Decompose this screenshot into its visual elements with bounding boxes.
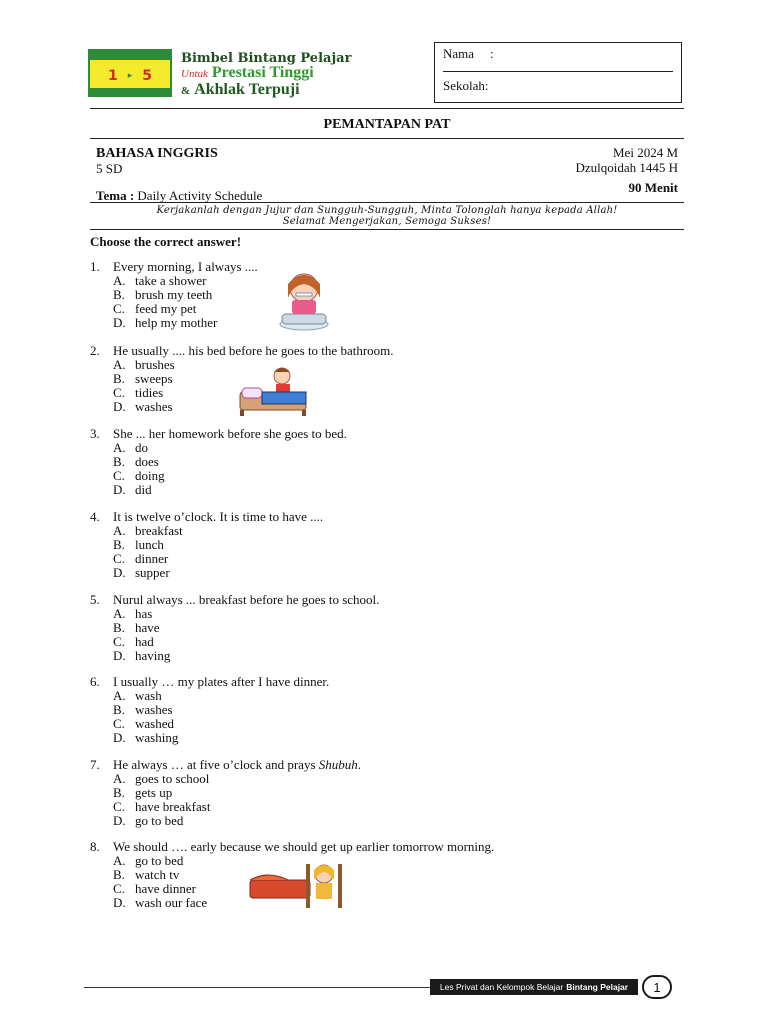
option-text: have breakfast <box>135 799 211 814</box>
option-letter: C. <box>113 799 125 814</box>
date-hijri: Dzulqoidah 1445 H <box>575 160 678 175</box>
option-letter: A. <box>113 606 126 621</box>
option-text: washes <box>135 702 173 717</box>
logo-top-band <box>90 51 170 60</box>
option-letter: B. <box>113 287 125 302</box>
divider-title <box>90 138 684 139</box>
subject: BAHASA INGGRIS <box>96 146 218 161</box>
option-letter: D. <box>113 482 126 497</box>
option-text: feed my pet <box>135 301 197 316</box>
question-text-main: Nurul always ... breakfast before he goes to school. <box>113 592 380 607</box>
option-text: does <box>135 454 159 469</box>
answer-option[interactable] <box>90 566 323 580</box>
name-label: Nama <box>443 46 475 61</box>
question-number: 1. <box>90 259 100 274</box>
option-text: doing <box>135 468 165 483</box>
question-3 <box>90 427 347 497</box>
grade: 5 SD <box>96 161 123 176</box>
option-letter: D. <box>113 399 126 414</box>
footer-text: Les Privat dan Kelompok Belajar <box>439 982 564 992</box>
option-letter: C. <box>113 468 125 483</box>
question-text-main: We should …. early because we should get up earlier tomorrow morning. <box>113 839 495 854</box>
option-text: dinner <box>135 551 169 566</box>
question-stem <box>90 593 379 607</box>
answer-option[interactable] <box>90 552 323 566</box>
answer-option[interactable] <box>90 703 329 717</box>
question-stem <box>90 344 394 358</box>
question-stem <box>90 840 494 854</box>
logo <box>88 49 172 97</box>
logo-grade-range: 1 ▸ 5 <box>107 68 153 84</box>
answer-option[interactable] <box>90 800 361 814</box>
question-text-main: He usually .... his bed before he goes to the bathroom. <box>113 343 394 358</box>
answer-option[interactable] <box>90 689 329 703</box>
option-letter: C. <box>113 634 125 649</box>
question-number: 5. <box>90 592 100 607</box>
footer-band <box>430 979 638 995</box>
question-number: 8. <box>90 839 100 854</box>
option-text: breakfast <box>135 523 183 538</box>
answer-option[interactable] <box>90 607 379 621</box>
student-info-box <box>434 42 682 103</box>
option-letter: A. <box>113 523 126 538</box>
question-text-main: Every morning, I always .... <box>113 259 258 274</box>
option-letter: B. <box>113 702 125 717</box>
option-letter: A. <box>113 273 126 288</box>
answer-option[interactable] <box>90 274 258 288</box>
option-letter: D. <box>113 315 126 330</box>
option-text: wash <box>135 688 162 703</box>
divider-top <box>90 108 684 109</box>
option-text: washed <box>135 716 174 731</box>
option-text: tidies <box>135 385 164 400</box>
brand-tagline-main: Prestasi Tinggi <box>211 64 314 81</box>
brand-tagline-akhlak: Akhlak Terpuji <box>194 81 300 98</box>
option-text: watch tv <box>135 867 180 882</box>
answer-option[interactable] <box>90 538 323 552</box>
date-masehi: Mei 2024 M <box>613 145 678 160</box>
question-number: 6. <box>90 674 100 689</box>
answer-option[interactable] <box>90 524 323 538</box>
question-stem <box>90 260 258 274</box>
question-text <box>113 758 361 772</box>
answer-option[interactable] <box>90 717 329 731</box>
going-to-bed-illustration <box>248 858 346 914</box>
answer-option[interactable] <box>90 469 347 483</box>
option-letter: D. <box>113 895 126 910</box>
answer-option[interactable] <box>90 649 379 663</box>
option-text: go to bed <box>135 853 184 868</box>
option-text: supper <box>135 565 170 580</box>
option-letter: B. <box>113 454 125 469</box>
logo-grade-from: 1 <box>107 68 118 84</box>
option-letter: A. <box>113 771 126 786</box>
option-text: brushes <box>135 357 175 372</box>
answer-option[interactable] <box>90 621 379 635</box>
option-letter: A. <box>113 440 126 455</box>
question-5 <box>90 593 379 663</box>
option-text: go to bed <box>135 813 184 828</box>
answer-option[interactable] <box>90 786 361 800</box>
question-number: 4. <box>90 509 100 524</box>
option-text: take a shower <box>135 273 207 288</box>
brand-name: Bimbel Bintang Pelajar <box>181 51 352 66</box>
option-letter: C. <box>113 301 125 316</box>
option-letter: C. <box>113 551 125 566</box>
divider-motto <box>90 229 684 230</box>
option-letter: B. <box>113 785 125 800</box>
question-6 <box>90 675 329 745</box>
name-colon: : <box>490 46 494 61</box>
question-text-main: It is twelve o’clock. It is time to have .... <box>113 509 324 524</box>
question-7 <box>90 758 361 828</box>
option-text: washes <box>135 399 173 414</box>
question-text-end: . <box>357 757 362 772</box>
question-text <box>113 427 347 441</box>
answer-option[interactable] <box>90 302 258 316</box>
question-text-main: She ... her homework before she goes to bed. <box>113 426 347 441</box>
question-text <box>113 260 258 274</box>
option-text: washing <box>135 730 179 745</box>
option-text: have <box>135 620 160 635</box>
logo-bottom-band <box>90 88 170 95</box>
option-letter: A. <box>113 357 126 372</box>
option-letter: C. <box>113 716 125 731</box>
brand-tagline-2 <box>181 81 300 99</box>
brand-tagline-1 <box>181 64 314 82</box>
answer-option[interactable] <box>90 635 379 649</box>
answer-option[interactable] <box>90 483 347 497</box>
question-number: 2. <box>90 343 100 358</box>
option-letter: D. <box>113 730 126 745</box>
option-text: having <box>135 648 171 663</box>
school-label: Sekolah: <box>443 78 489 93</box>
theme-label: Tema : <box>96 188 135 203</box>
option-text: had <box>135 634 154 649</box>
answer-option[interactable] <box>90 772 361 786</box>
motto-line-1: Kerjakanlah dengan Jujur dan Sungguh-Sungguh, Minta Tolonglah hanya kepada Allah! <box>156 205 618 216</box>
motto-line-2: Selamat Mengerjakan, Semoga Sukses! <box>282 216 492 227</box>
option-text: do <box>135 440 148 455</box>
option-text: goes to school <box>135 771 210 786</box>
divider-theme <box>90 202 684 203</box>
brushing-teeth-illustration <box>276 266 332 332</box>
option-text: gets up <box>135 785 173 800</box>
option-letter: B. <box>113 867 125 882</box>
question-stem <box>90 427 347 441</box>
question-text <box>113 675 329 689</box>
theme-value: Daily Activity Schedule <box>137 188 263 203</box>
page-number: 1 <box>642 975 672 999</box>
question-1 <box>90 260 258 330</box>
option-letter: D. <box>113 648 126 663</box>
brand-tagline-prefix: Untuk <box>181 68 208 80</box>
question-text <box>113 593 379 607</box>
question-4 <box>90 510 323 580</box>
option-text: brush my teeth <box>135 287 213 302</box>
option-letter: A. <box>113 688 126 703</box>
footer-brand: Bintang Pelajar <box>566 982 629 992</box>
bed-illustration <box>238 362 308 418</box>
option-letter: B. <box>113 537 125 552</box>
option-text: have dinner <box>135 881 197 896</box>
answer-option[interactable] <box>90 455 347 469</box>
question-stem <box>90 675 329 689</box>
option-letter: B. <box>113 620 125 635</box>
name-underline <box>443 71 673 72</box>
brand-tagline-amp: & <box>181 85 191 97</box>
option-text: sweeps <box>135 371 173 386</box>
question-text-main: He always … at five o’clock and prays <box>113 757 316 772</box>
question-number: 7. <box>90 757 100 772</box>
question-stem <box>90 510 323 524</box>
option-letter: C. <box>113 385 125 400</box>
option-text: wash our face <box>135 895 208 910</box>
answer-option[interactable] <box>90 814 361 828</box>
duration: 90 Menit <box>628 180 678 195</box>
logo-grade-to: 5 <box>142 68 153 84</box>
option-text: did <box>135 482 152 497</box>
question-number: 3. <box>90 426 100 441</box>
question-text <box>113 510 323 524</box>
question-stem <box>90 758 361 772</box>
question-text <box>113 344 394 358</box>
option-letter: A. <box>113 853 126 868</box>
option-text: has <box>135 606 153 621</box>
option-letter: B. <box>113 371 125 386</box>
option-text: lunch <box>135 537 164 552</box>
option-letter: D. <box>113 565 126 580</box>
answer-option[interactable] <box>90 731 329 745</box>
option-letter: C. <box>113 881 125 896</box>
question-text-italic: Shubuh <box>318 757 358 772</box>
page-title: PEMANTAPAN PAT <box>323 117 451 132</box>
option-text: help my mother <box>135 315 218 330</box>
footer-rule <box>84 987 432 988</box>
option-letter: D. <box>113 813 126 828</box>
answer-option[interactable] <box>90 441 347 455</box>
instruction: Choose the correct answer! <box>90 234 242 249</box>
answer-option[interactable] <box>90 316 258 330</box>
question-text <box>113 840 494 854</box>
answer-option[interactable] <box>90 288 258 302</box>
question-text-main: I usually … my plates after I have dinner. <box>113 674 330 689</box>
